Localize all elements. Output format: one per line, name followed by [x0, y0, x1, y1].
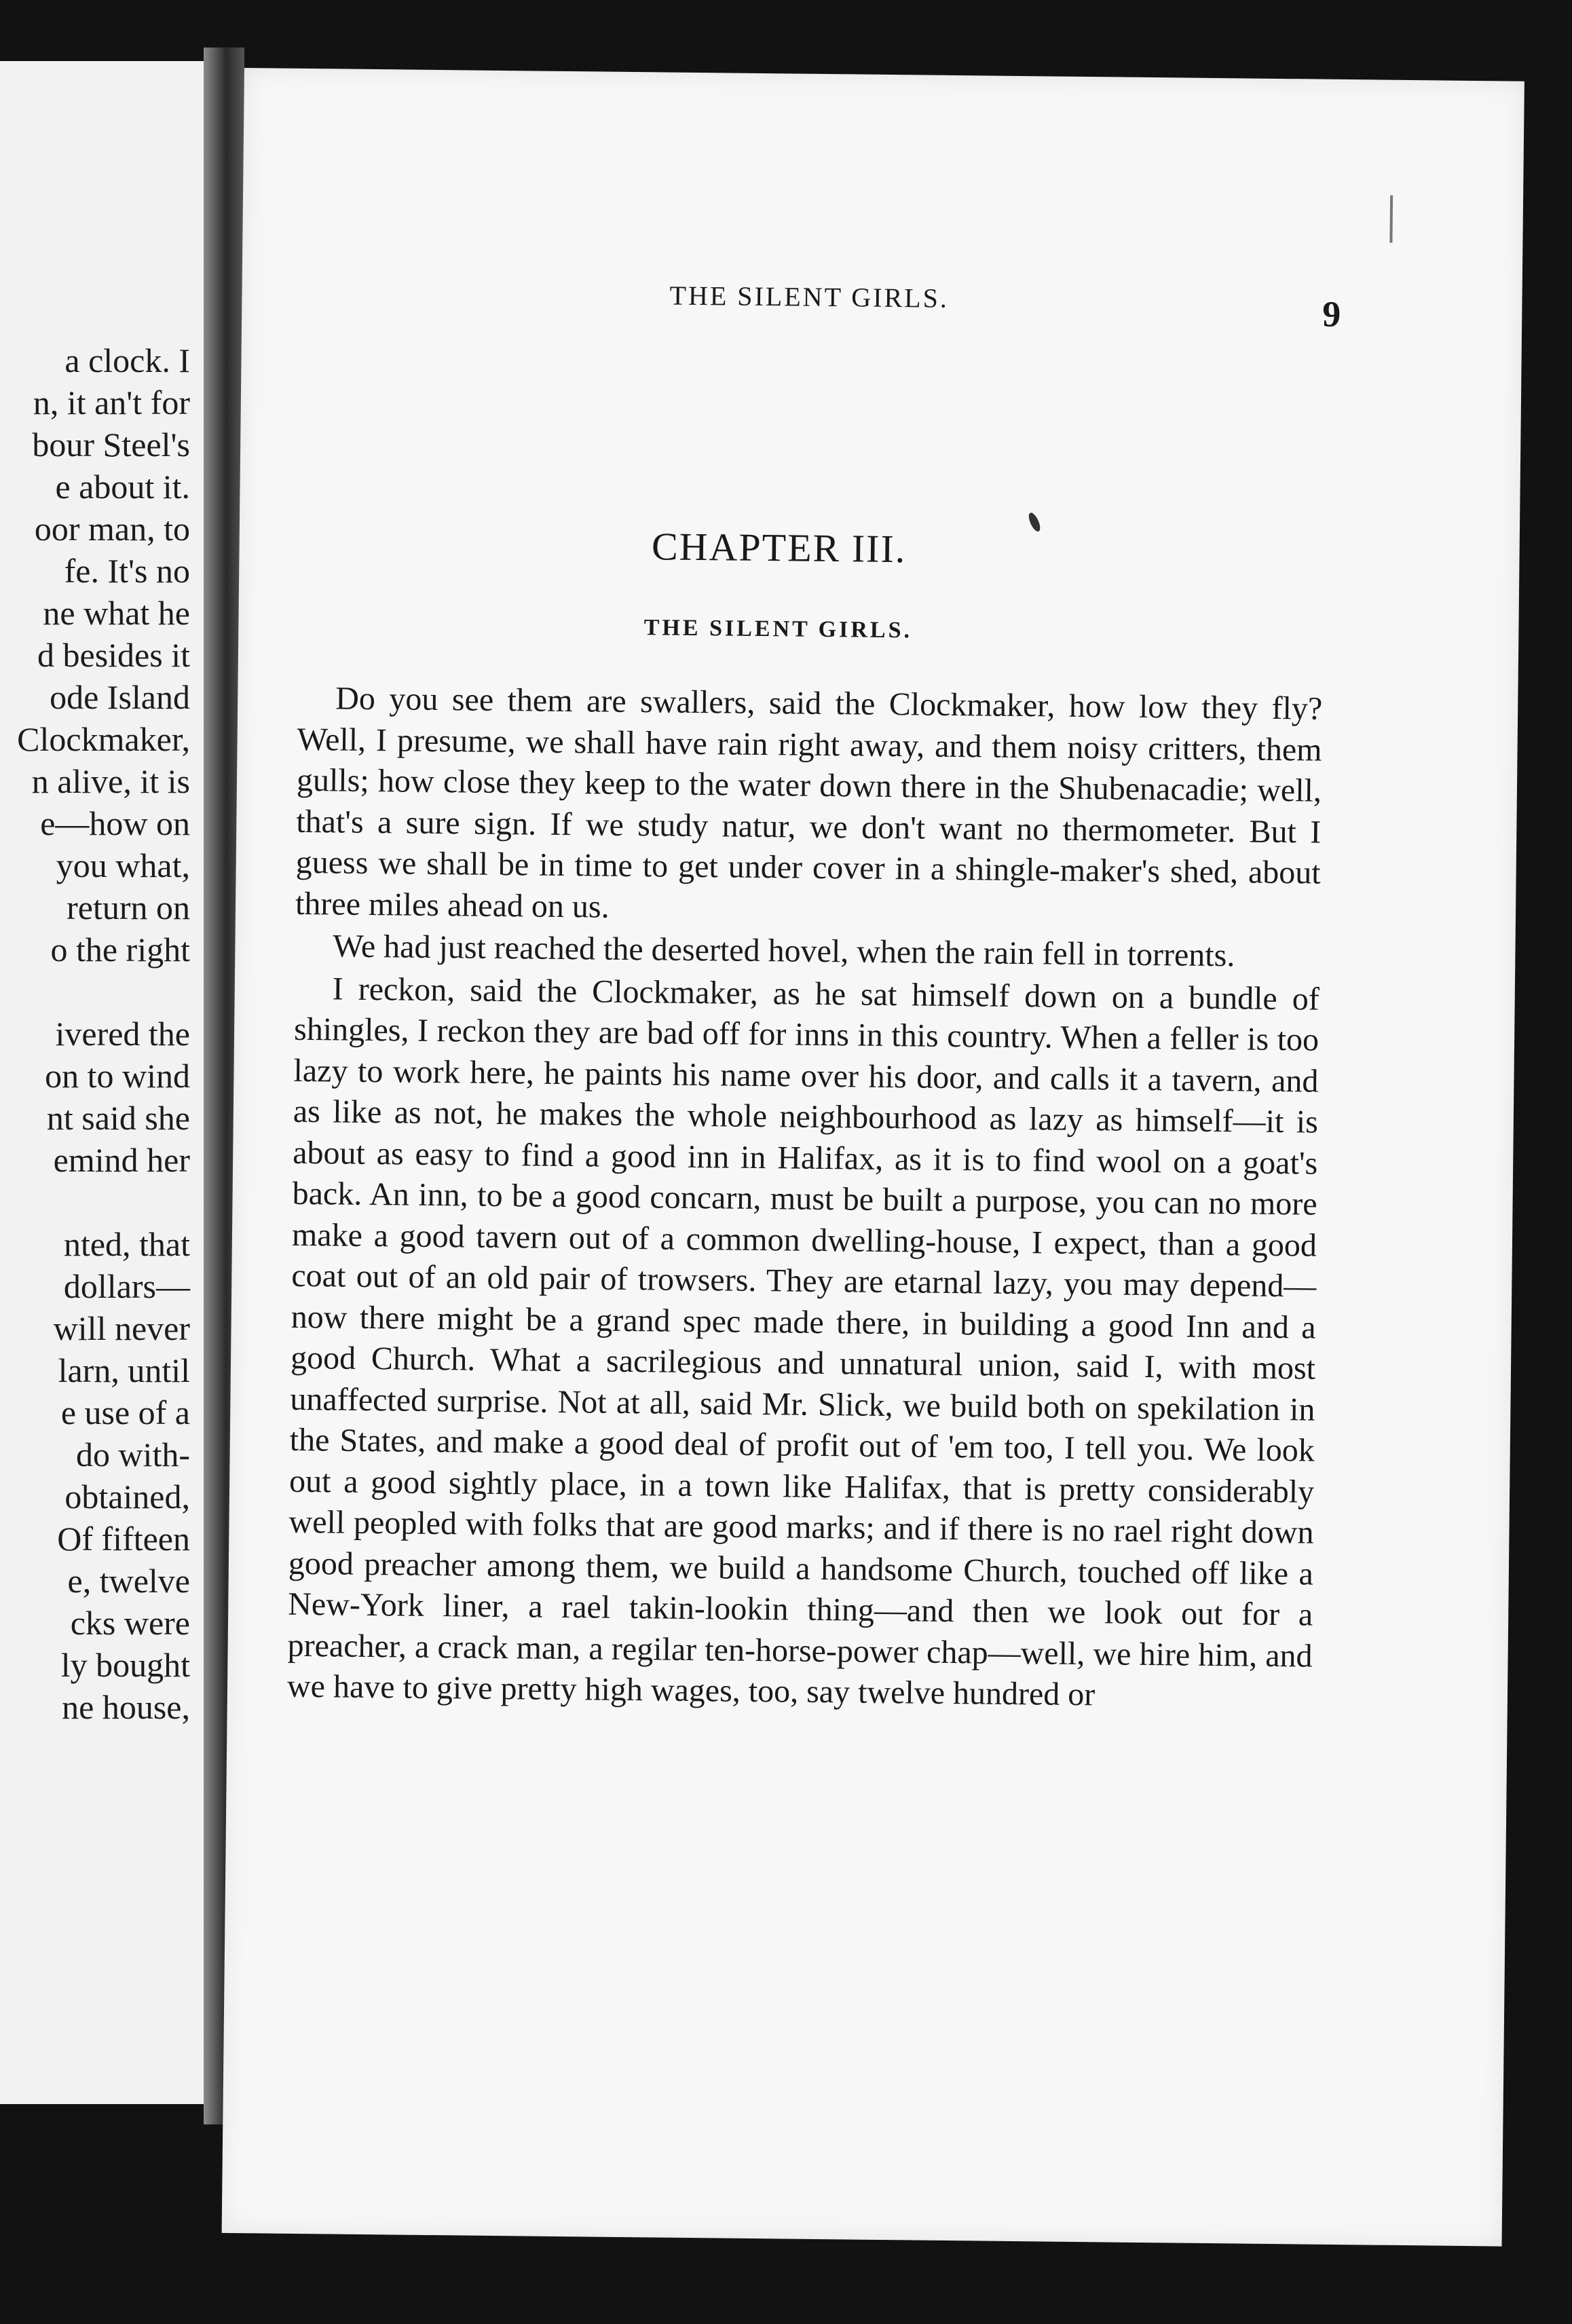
facing-page-line: nted, that	[63, 1225, 190, 1263]
paragraph: I reckon, said the Clockmaker, as he sat himself down on a bundle of shingles, I reckon they are bad off for inns in this country. When a feller is too lazy to work here, he paints his name over his door, and calls it a tavern, and as like as not, he makes the whole neighbourhood as lazy as himself—it is about as easy to find a good inn in Halifax, as it is to find wool on a goat's back. An inn, to be a good concarn, must be built a purpose, you can no more make a good tavern out of a common dwelling-house, I expect, than a good coat out of an old pair of trowsers. They are etarnal lazy, you may depend—now there might be a grand spec made there, in building a good Inn and a good Church. What a sacrilegious and unnatural union, said I, with most unaffected surprise. Not at all, said Mr. Slick, we build both on spekilation in the States, and make a good deal of profit out of 'em too, I tell you. We look out a good sightly place, in a town like Halifax, that is pretty considerably well peopled with folks that are good marks; and if there is no rael right down good preacher among them, we build a handsome Church, touched off like a New-York liner, a rael takin-lookin thing—and then we look out for a preacher, a crack man, a regilar ten-horse-power chap—well, we hire him, and we have to give pretty high wages, too, say twelve hundred or	[286, 970, 1320, 1713]
body-text	[287, 678, 1323, 1719]
facing-page-line: e, twelve	[67, 1562, 190, 1600]
running-head: THE SILENT GIRLS.	[669, 280, 950, 314]
facing-page-line: fe. It's no	[64, 552, 190, 590]
chapter-subtitle: THE SILENT GIRLS.	[643, 615, 913, 643]
facing-page-line: e use of a	[60, 1393, 190, 1431]
facing-page-line: ne what he	[43, 594, 190, 632]
facing-page-fragment	[0, 61, 204, 2104]
book-page	[222, 68, 1524, 2247]
facing-page-line: e about it.	[55, 468, 190, 506]
facing-page-line: will never	[53, 1309, 190, 1347]
facing-page-line: e—how on	[40, 804, 190, 842]
facing-page-line: emind her	[53, 1141, 190, 1179]
facing-page-line: oor man, to	[34, 510, 190, 548]
facing-page-line: obtained,	[64, 1478, 190, 1516]
facing-page-line: o the right	[50, 931, 190, 969]
facing-page-line: a clock. I	[64, 341, 190, 379]
facing-page-line: you what,	[56, 846, 190, 884]
facing-page-line	[17, 971, 190, 1013]
facing-page-line: on to wind	[45, 1057, 190, 1095]
facing-page-line: dollars—	[63, 1267, 190, 1305]
facing-page-line: bour Steel's	[32, 426, 190, 464]
facing-page-line: n, it an't for	[33, 383, 190, 421]
facing-page-line	[17, 1181, 190, 1223]
facing-page-line: cks were	[70, 1604, 190, 1642]
facing-page-line: return on	[67, 888, 190, 926]
facing-page-line: d besides it	[37, 636, 190, 674]
facing-page-line: ode Island	[50, 678, 190, 716]
facing-page-line: ne house,	[62, 1688, 190, 1726]
facing-page-line: ivered the	[55, 1015, 190, 1053]
paragraph: Do you see them are swallers, said the Clockmaker, how low they fly? Well, I presume, we shall have rain right away, and them noisy critters, them gulls; how close they keep to the water down there in the Shubenacadie; well, that's a sure sign. If we study natur, we don't want no thermometer. But I guess we shall be in time to get under cover in a shingle-maker's shed, about three miles ahead on us.	[295, 680, 1323, 925]
facing-page-line: Of fifteen	[57, 1520, 190, 1558]
facing-page-line: n alive, it is	[31, 762, 190, 800]
facing-page-line: ly bought	[60, 1646, 190, 1684]
page-number: 9	[1322, 293, 1341, 335]
facing-page-text	[17, 339, 190, 1728]
facing-page-line: nt said she	[46, 1099, 190, 1137]
chapter-title: CHAPTER III.	[651, 524, 907, 571]
scan-scuff-mark	[1389, 195, 1393, 243]
facing-page-line: Clockmaker,	[17, 720, 190, 758]
facing-page-line: larn, until	[58, 1351, 190, 1389]
facing-page-line: do with-	[75, 1436, 190, 1474]
paragraph: We had just reached the deserted hovel, when the rain fell in torrents.	[333, 928, 1235, 974]
